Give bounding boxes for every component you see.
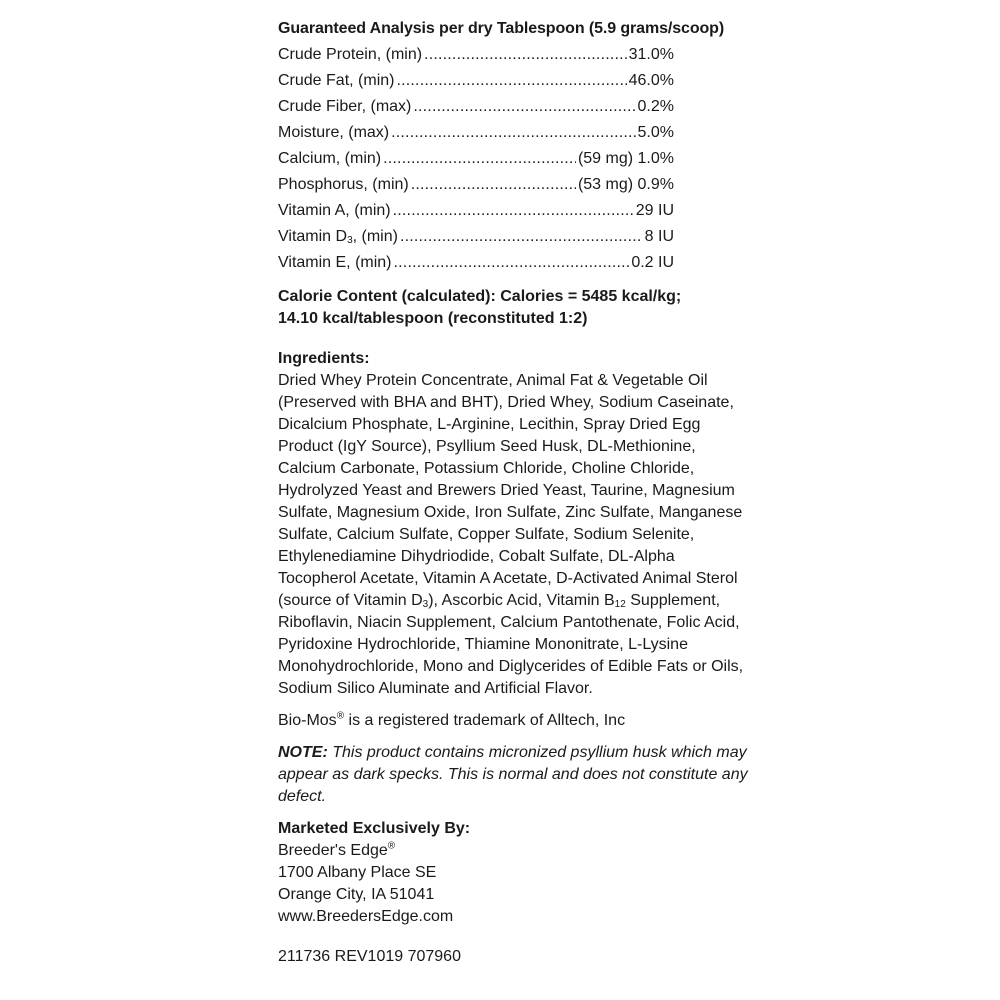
analysis-row (278, 224, 674, 250)
analysis-value: (53 mg) 0.9% (577, 176, 674, 193)
analysis-value: 0.2% (637, 98, 674, 115)
analysis-value: 31.0% (628, 46, 674, 63)
product-code-section (278, 946, 748, 968)
calorie-content-line-1: Calorie Content (calculated): Calories = 5485 kcal/kg; (278, 288, 682, 305)
analysis-value: (59 mg) 1.0% (577, 150, 674, 167)
analysis-name: Crude Protein, (min) (278, 46, 423, 63)
dot-leader (393, 198, 634, 224)
analysis-name (278, 224, 398, 250)
registered-symbol: ® (387, 840, 396, 852)
trademark-statement: is a registered trademark of Alltech, Inc (344, 712, 626, 729)
ingredients-text-part-3: Supplement, Riboflavin, Niacin Supplement, Calcium Pantothenate, Folic Acid, Pyridoxine Hydrochloride, Thiamine Mononitrate, L-Lysine Monohydrochloride, Mono and Diglycerides of Edible Fats or Oils, Sodium Silico Aluminate and Artificial Flavor. (278, 592, 744, 697)
dot-leader (391, 120, 635, 146)
marketer-name (278, 840, 748, 862)
note-label: NOTE: (278, 744, 328, 761)
marketer-brand: Breeder's Edge (278, 842, 388, 859)
marketer-website: www.BreedersEdge.com (278, 908, 454, 925)
calorie-content-line-2: 14.10 kcal/tablespoon (reconstituted 1:2) (278, 310, 588, 327)
trademark-brand: Bio-Mos (278, 712, 337, 729)
analysis-value: 0.2 IU (631, 254, 674, 271)
analysis-value: 5.0% (637, 124, 674, 141)
trademark-section (278, 710, 748, 732)
guaranteed-analysis-section (278, 18, 748, 276)
dot-leader (394, 250, 630, 276)
analysis-row (278, 146, 674, 172)
analysis-name: Crude Fiber, (max) (278, 98, 412, 115)
analysis-name-prefix: Vitamin D (278, 228, 348, 245)
ingredients-subscript-b12: 12 (614, 599, 626, 610)
ingredients-text (278, 370, 748, 700)
guaranteed-analysis-list (278, 42, 674, 276)
guaranteed-analysis-title: Guaranteed Analysis per dry Tablespoon (5.9 grams/scoop) (278, 20, 725, 37)
marketer-address-line-2: Orange City, IA 51041 (278, 886, 435, 903)
dot-leader (424, 42, 627, 68)
marketer-title: Marketed Exclusively By: (278, 820, 471, 837)
analysis-row (278, 68, 674, 94)
analysis-name: Vitamin A, (min) (278, 202, 391, 219)
analysis-value: 8 IU (644, 228, 674, 245)
note-body: This product contains micronized psyllium husk which may appear as dark specks. This is normal and does not constitute any defect. (278, 744, 748, 805)
analysis-name: Moisture, (max) (278, 124, 390, 141)
marketer-section (278, 818, 748, 928)
dot-leader (400, 224, 643, 250)
analysis-row (278, 94, 674, 120)
dot-leader (411, 172, 576, 198)
analysis-name: Crude Fat, (min) (278, 72, 395, 89)
trademark-text (278, 710, 748, 732)
dot-leader (383, 146, 576, 172)
analysis-name: Vitamin E, (min) (278, 254, 392, 271)
ingredients-text-part-2: ), Ascorbic Acid, Vitamin B (428, 592, 615, 609)
analysis-name: Calcium, (min) (278, 150, 382, 167)
registered-symbol: ® (336, 710, 345, 722)
analysis-value: 29 IU (635, 202, 674, 219)
note-text (278, 742, 748, 808)
analysis-name-suffix: , (min) (352, 228, 398, 245)
calorie-content-section (278, 286, 748, 330)
ingredients-subscript-d3: 3 (422, 599, 429, 610)
analysis-name-subscript: 3 (347, 235, 353, 246)
dot-leader (396, 68, 626, 94)
dot-leader (413, 94, 635, 120)
analysis-row (278, 250, 674, 276)
analysis-row (278, 198, 674, 224)
analysis-row (278, 42, 674, 68)
note-section (278, 742, 748, 808)
marketer-address-line-1: 1700 Albany Place SE (278, 864, 437, 881)
ingredients-title: Ingredients: (278, 350, 370, 367)
analysis-value: 46.0% (628, 72, 674, 89)
analysis-row (278, 172, 674, 198)
product-code: 211736 REV1019 707960 (278, 948, 461, 965)
nutrition-label-panel (278, 18, 748, 968)
ingredients-text-part-1: Dried Whey Protein Concentrate, Animal Fat & Vegetable Oil (Preserved with BHA and BHT), Dried Whey, Sodium Caseinate, Dicalcium Phosphate, L-Arginine, Lecithin, Spray Dried Egg Product (IgY Source), Psyllium Seed Husk, DL-Methionine, Calcium Carbonate, Potassium Chloride, Choline Chloride, Hydrolyzed Yeast and Brewers Dried Yeast, Taurine, Magnesium Sulfate, Magnesium Oxide, Iron Sulfate, Zinc Sulfate, Manganese Sulfate, Calcium Sulfate, Copper Sulfate, Sodium Selenite, Ethylenediamine Dihydriodide, Cobalt Sulfate, DL-Alpha Tocopherol Acetate, Vitamin A Acetate, D-Activated Animal Sterol (source of Vitamin D (278, 372, 743, 609)
analysis-row (278, 120, 674, 146)
analysis-name: Phosphorus, (min) (278, 176, 409, 193)
ingredients-section (278, 348, 748, 700)
